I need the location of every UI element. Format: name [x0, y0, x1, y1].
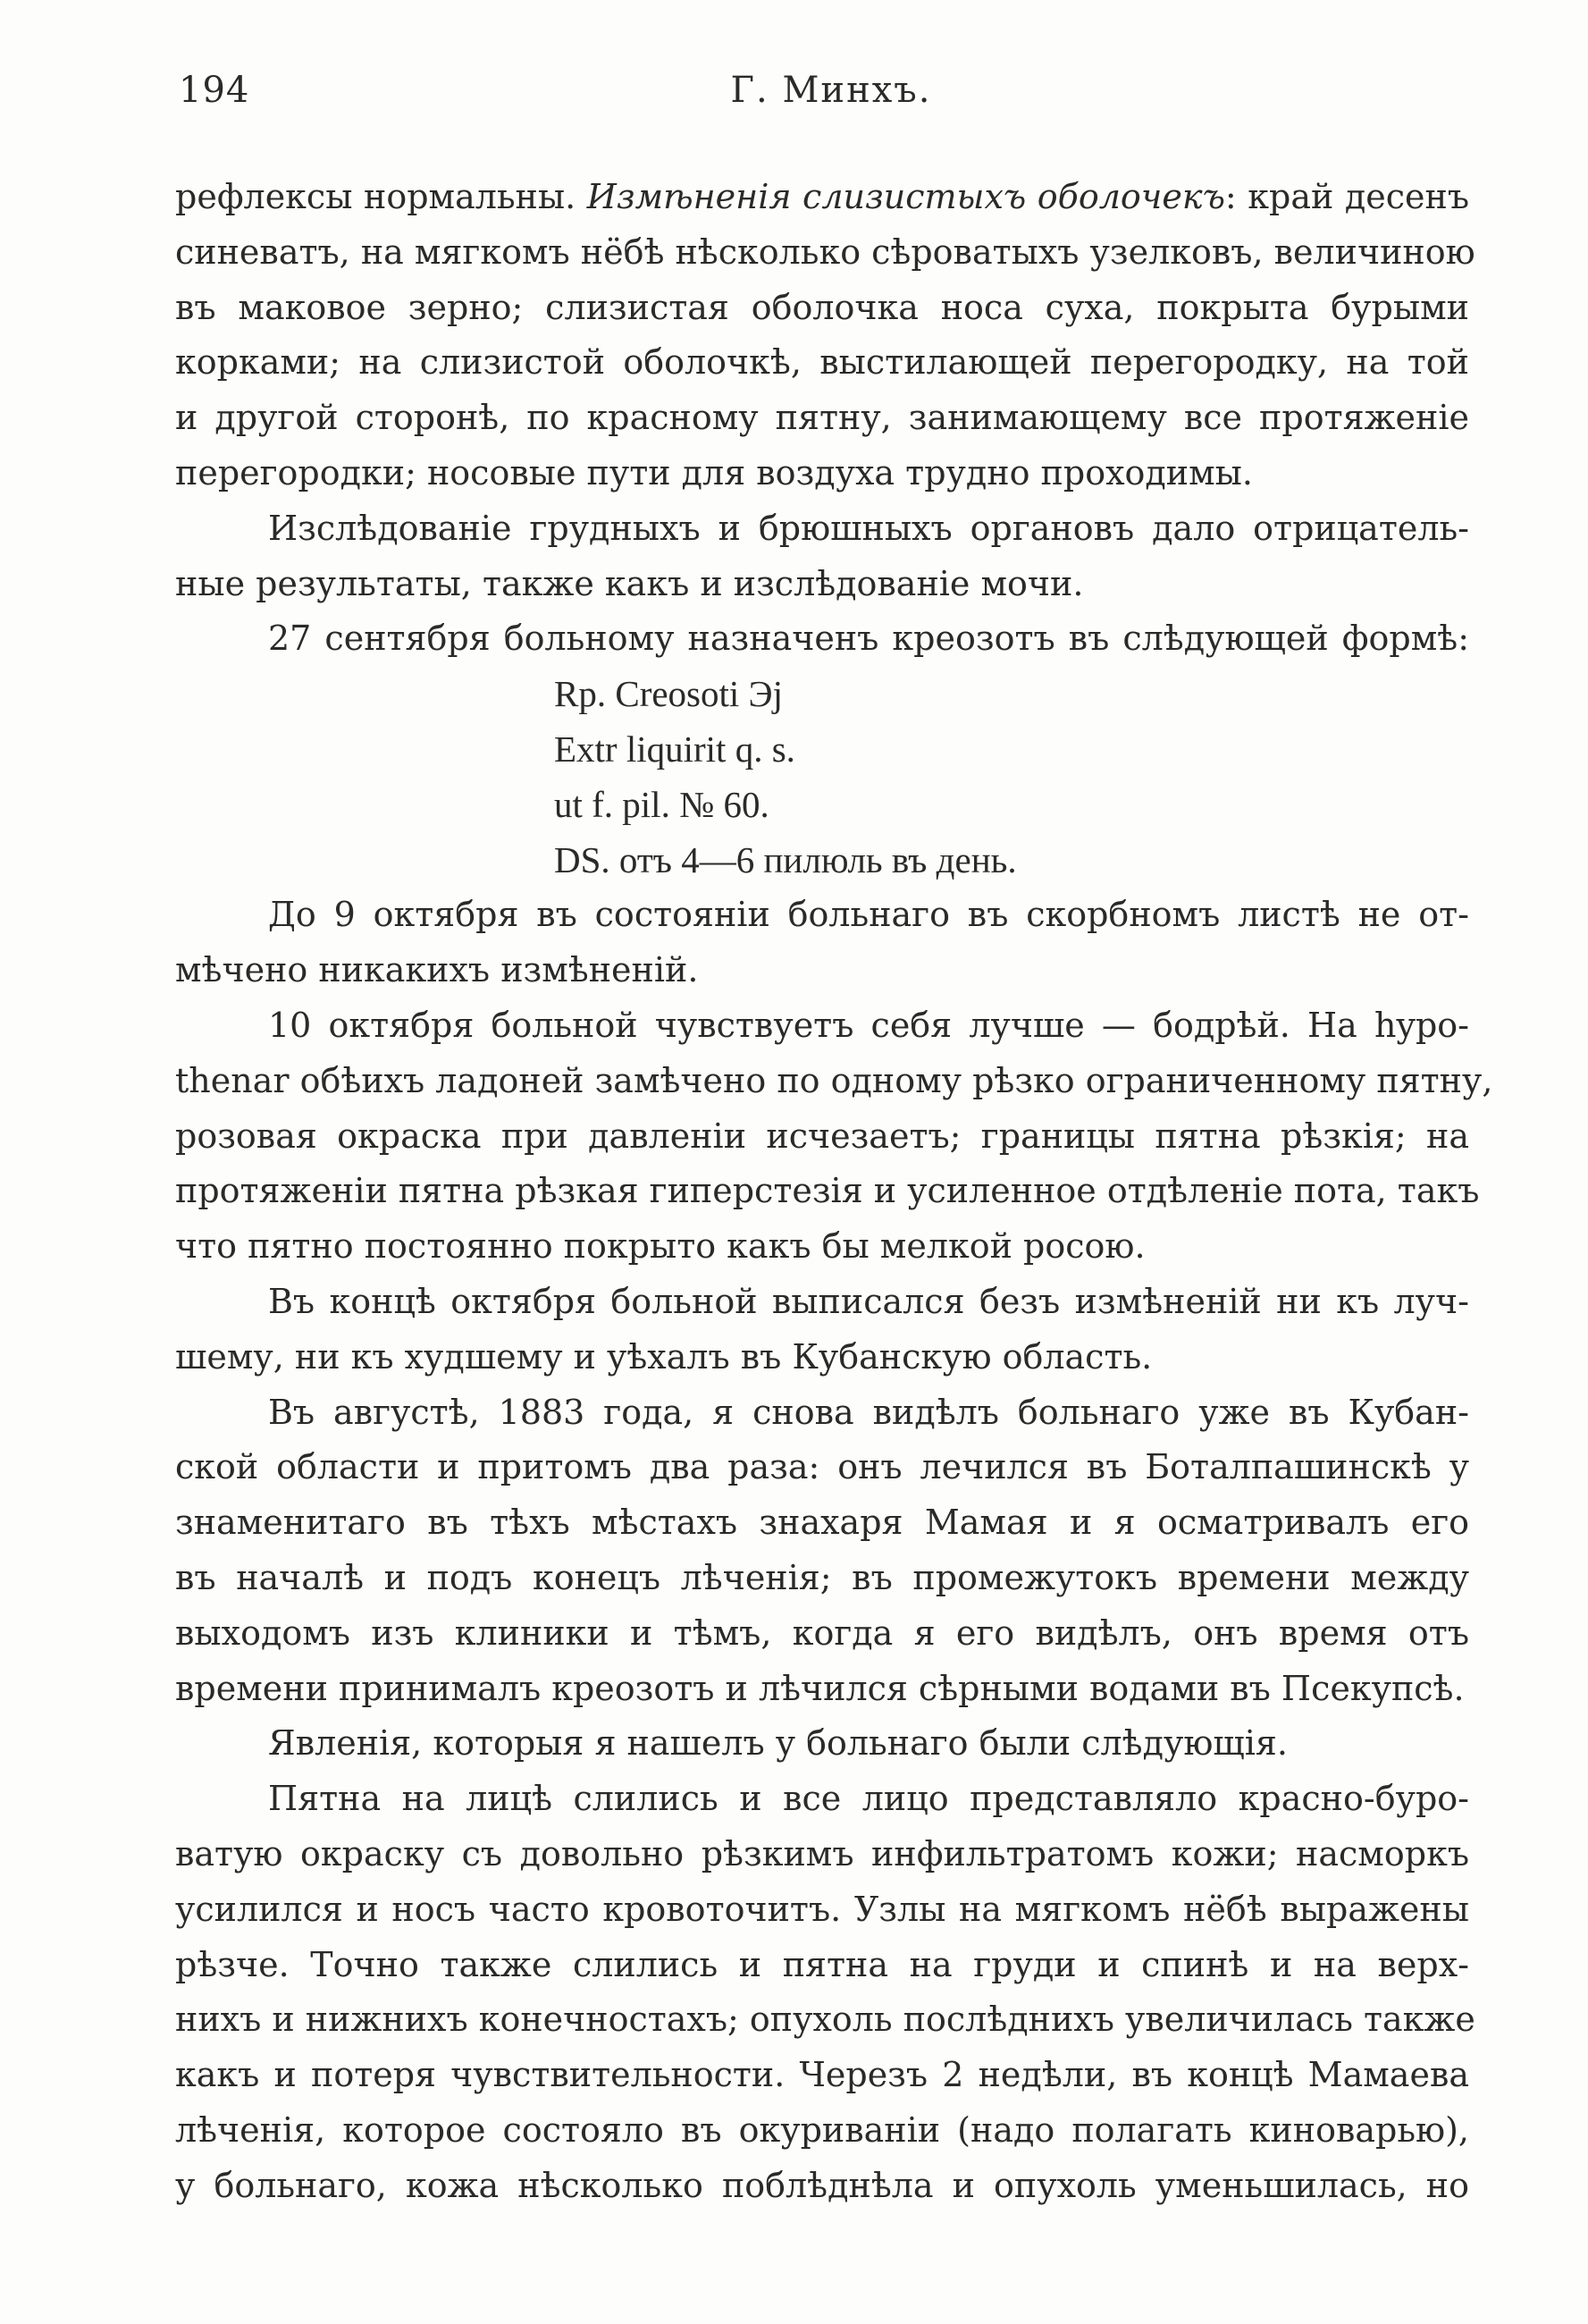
text-line: мѣчено никакихъ измѣненій. — [175, 950, 699, 990]
text-line: усилился и носъ часто кровоточитъ. Узлы на мягкомъ нёбѣ выражены — [175, 1889, 1469, 1929]
text-line: Изслѣдованіе грудныхъ и брюшныхъ органовъ дало отрицатель- — [268, 508, 1469, 548]
text-line: Пятна на лицѣ слились и все лицо представляло красно-буро- — [268, 1779, 1469, 1819]
running-head: Г. Минхъ. — [730, 70, 932, 111]
prescription-line: Rp. Creosoti Эj — [554, 673, 783, 715]
text-line: времени принималъ креозотъ и лѣчился сѣрными водами въ Псекупсѣ. — [175, 1668, 1465, 1708]
text-segment: рефлексы нормальны. — [175, 177, 587, 216]
text-line: ской области и притомъ два раза: онъ лечился въ Боталпашинскѣ у — [175, 1447, 1469, 1487]
text-line: ватую окраску съ довольно рѣзкимъ инфильтратомъ кожи; насморкъ — [175, 1833, 1469, 1874]
text-line: перегородки; носовые пути для воздуха трудно проходимы. — [175, 452, 1253, 493]
text-line: протяженіи пятна рѣзкая гиперстезія и усиленное отдѣленіе пота, такъ — [175, 1171, 1480, 1211]
text-segment: : край десенъ — [1224, 177, 1470, 216]
text-line: выходомъ изъ клиники и тѣмъ, когда я его видѣлъ, онъ время отъ — [175, 1612, 1469, 1653]
text-line: До 9 октября въ состояніи больнаго въ скорбномъ листѣ не от- — [268, 895, 1469, 935]
text-line: синеватъ, на мягкомъ нёбѣ нѣсколько сѣроватыхъ узелковъ, величиною — [175, 232, 1475, 272]
text-line: какъ и потеря чувствительности. Черезъ 2 недѣли, въ концѣ Мамаева — [175, 2055, 1469, 2095]
italic-heading: Измѣненія слизистыхъ оболочекъ — [586, 177, 1225, 216]
text-line: нихъ и нижнихъ конечностахъ; опухоль послѣднихъ увеличилась также — [175, 2000, 1475, 2040]
text-line: Въ августѣ, 1883 года, я снова видѣлъ больнаго уже въ Кубан- — [268, 1392, 1469, 1432]
page-number: 194 — [179, 70, 250, 111]
text-line: что пятно постоянно покрыто какъ бы мелкой росою. — [175, 1226, 1146, 1267]
text-line: и другой сторонѣ, по красному пятну, занимающему все протяженіе — [175, 398, 1469, 438]
text-line: Въ концѣ октября больной выписался безъ измѣненій ни къ луч- — [268, 1281, 1469, 1321]
page-header — [179, 70, 1466, 123]
text-line: у больнаго, кожа нѣсколько поблѣднѣла и опухоль уменьшилась, но — [175, 2165, 1469, 2205]
text-line: thenar обѣихъ ладоней замѣчено по одному рѣзко ограниченному пятну, — [175, 1060, 1493, 1100]
text-line: Явленія, которыя я нашелъ у больнаго были слѣдующія. — [268, 1723, 1288, 1764]
prescription-line: ut f. pil. № 60. — [554, 783, 769, 825]
text-line: ные результаты, также какъ и изслѣдованіе мочи. — [175, 563, 1084, 603]
text-line: въ маковое зерно; слизистая оболочка носа суха, покрыта бурыми — [175, 287, 1469, 327]
text-line: 10 октября больной чувствуетъ себя лучше — бодрѣй. На hypo- — [268, 1005, 1469, 1045]
text-line: розовая окраска при давленіи исчезаетъ; границы пятна рѣзкія; на — [175, 1116, 1469, 1156]
text-line: лѣченія, которое состояло въ окуриваніи (надо полагать киноварью), — [175, 2109, 1469, 2150]
prescription-line: Extr liquirit q. s. — [554, 728, 795, 770]
body-text — [175, 170, 1493, 2213]
text-line: 27 сентября больному назначенъ креозотъ въ слѣдующей формѣ: — [268, 619, 1469, 659]
text-line: корками; на слизистой оболочкѣ, выстилающей перегородку, на той — [175, 342, 1469, 383]
text-line: знаменитаго въ тѣхъ мѣстахъ знахаря Мамая и я осматривалъ его — [175, 1503, 1469, 1543]
text-line — [175, 170, 1469, 225]
text-line: рѣзче. Точно также слились и пятна на груди и спинѣ и на верх- — [175, 1944, 1469, 1984]
text-line: въ началѣ и подъ конецъ лѣченія; въ промежутокъ времени между — [175, 1557, 1469, 1597]
text-line: шему, ни къ худшему и уѣхалъ въ Кубанскую область. — [175, 1336, 1153, 1377]
prescription-line: DS. отъ 4—6 пилюль въ день. — [554, 838, 1017, 880]
